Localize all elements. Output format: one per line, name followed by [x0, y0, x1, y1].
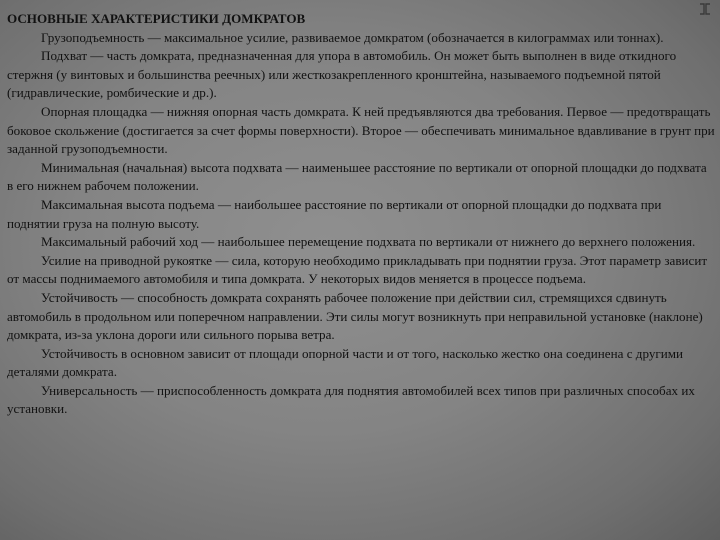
- paragraph-min-height: Минимальная (начальная) высота подхвата — наименьшее расстояние по вертикали от опорной площадки до подхвата в его нижнем рабочем положении.: [7, 159, 707, 194]
- paragraph-stability-factors: Устойчивость в основном зависит от площади опорной части и от того, насколько жестко она соединена с другими деталями домкрата.: [7, 345, 684, 380]
- slide-title: ОСНОВНЫЕ ХАРАКТЕРИСТИКИ ДОМКРАТОВ: [7, 11, 306, 26]
- paragraph-max-height: Максимальная высота подъема — наибольшее расстояние по вертикали от опорной площадки до подхвата при поднятии груза на полную высоту.: [7, 196, 662, 231]
- paragraph-stability: Устойчивость — способность домкрата сохранять рабочее положение при действии сил, стремящихся сдвинуть автомобиль в продольном или поперечном направлении. Эти силы могут возникнуть при неправильной установке (наклоне) домкрата, из-за уклона дороги или сильного порыва ветра.: [7, 289, 703, 343]
- paragraph-load-capacity: Грузоподъемность — максимальное усилие, развиваемое домкратом (обозначается в килограммах или тоннах).: [41, 29, 664, 45]
- paragraph-handle-force: Усилие на приводной рукоятке — сила, которую необходимо прикладывать при поднятии груза. Этот параметр зависит от массы поднимаемого автомобиля и типа домкрата. У некоторых видов меняется в процессе подъема.: [7, 252, 708, 287]
- paragraph-lifting-pad: Подхват — часть домкрата, предназначенная для упора в автомобиль. Он может быть выполнен в виде откидного стержня (у винтовых и большинства реечных) или жесткозакрепленного кронштейна, называемого подъемной пятой (гидравлические, ромбические и др.).: [7, 48, 677, 101]
- slide-content: [7, 10, 715, 419]
- paragraph-universality: Универсальность — приспособленность домкрата для поднятия автомобилей всех типов при различных способах их установки.: [7, 382, 695, 417]
- paragraph-base-plate: Опорная площадка — нижняя опорная часть домкрата. К ней предъявляются два требования. Первое — предотвращать боковое скольжение (достигается за счет формы поверхности). Второе — обеспечивать минимальное вдавливание в грунт при заданной грузоподъемности.: [7, 103, 715, 157]
- paragraph-max-stroke: Максимальный рабочий ход — наибольшее перемещение подхвата по вертикали от нижнего до верхнего положения.: [41, 234, 696, 250]
